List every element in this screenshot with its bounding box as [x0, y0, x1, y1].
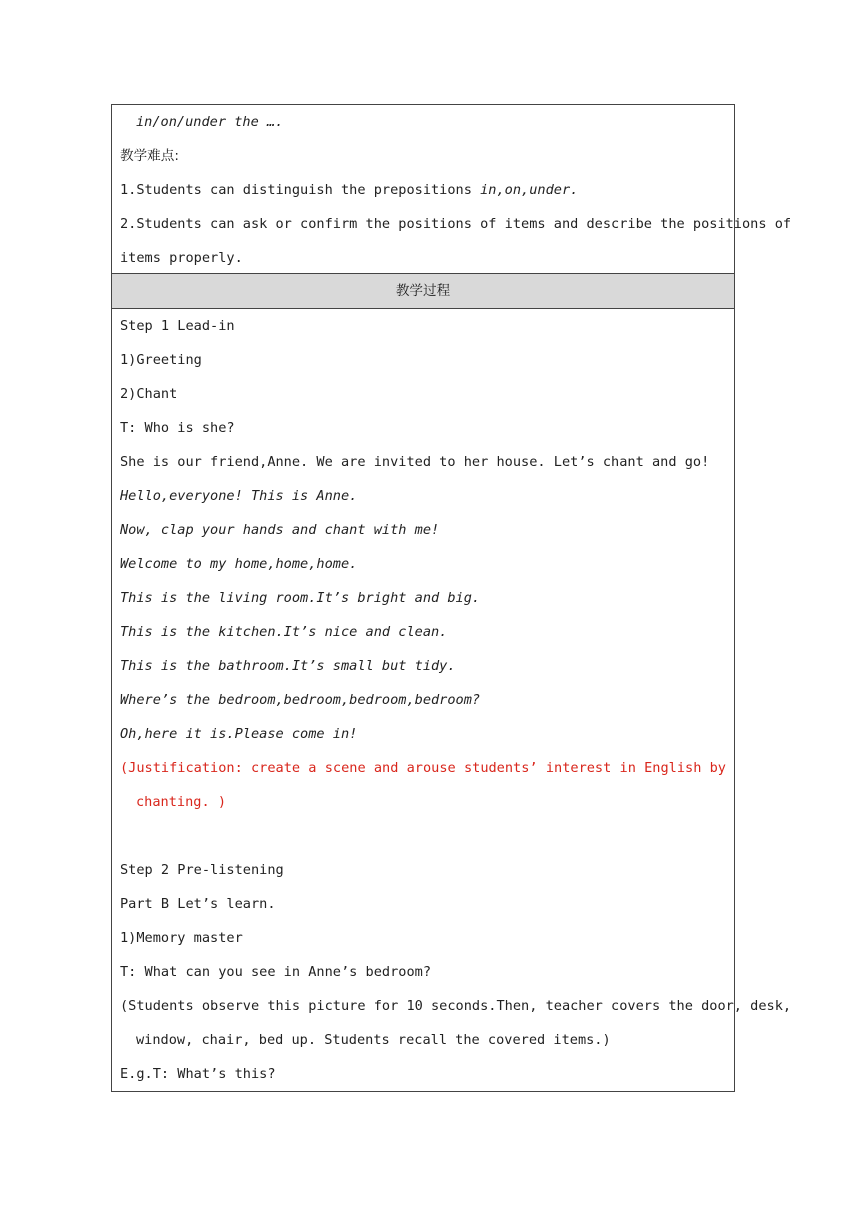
difficulty-heading: 教学难点: [120, 148, 179, 164]
objectives-cell [112, 105, 792, 274]
difficulty-item-1-text: 1.Students can distinguish the prepositions [120, 182, 481, 198]
intro-text: She is our friend,Anne. We are invited to her house. Let’s chant and go! [120, 454, 710, 470]
difficulty-item-2-line-2: items properly. [120, 250, 243, 266]
chant-line: Where’s the bedroom,bedroom,bedroom,bedroom? [120, 692, 481, 708]
difficulty-item-1-prepositions: in,on,under. [480, 182, 579, 198]
justification-line-2: chanting. ) [136, 794, 227, 810]
chant-line: This is the living room.It’s bright and big. [120, 590, 481, 606]
justification-line-1: (Justification: create a scene and arouse students’ interest in English by [120, 760, 726, 776]
lesson-plan-table [111, 104, 792, 1092]
chant-line: Hello,everyone! This is Anne. [120, 488, 358, 504]
difficulty-item-1 [120, 173, 726, 207]
difficulty-item-2-line-1: 2.Students can ask or confirm the positions of items and describe the positions of [120, 216, 792, 232]
chant-line: Welcome to my home,home,home. [120, 556, 358, 572]
step-2-title: Step 2 Pre-listening [120, 862, 284, 878]
example-line: E.g.T: What’s this? [120, 1066, 276, 1082]
key-phrase-line: in/on/under the …. [136, 114, 284, 130]
memory-master-item: 1)Memory master [120, 930, 243, 946]
chant-line: This is the bathroom.It’s small but tidy. [120, 658, 456, 674]
teacher-question-what: T: What can you see in Anne’s bedroom? [120, 964, 431, 980]
part-b-title: Part B Let’s learn. [120, 896, 276, 912]
chant-line: This is the kitchen.It’s nice and clean. [120, 624, 448, 640]
observe-line-2: window, chair, bed up. Students recall the covered items.) [136, 1032, 611, 1048]
section-header: 教学过程 [112, 274, 734, 309]
greeting-item: 1)Greeting [120, 352, 202, 368]
teacher-question-who: T: Who is she? [120, 420, 235, 436]
chant-item: 2)Chant [120, 386, 178, 402]
step-1-title: Step 1 Lead-in [120, 318, 235, 334]
blank-line [120, 819, 726, 853]
observe-line-1: (Students observe this picture for 10 seconds.Then, teacher covers the door, desk, [120, 998, 792, 1014]
process-cell [112, 309, 792, 1091]
chant-line: Oh,here it is.Please come in! [120, 726, 358, 742]
chant-line: Now, clap your hands and chant with me! [120, 522, 440, 538]
